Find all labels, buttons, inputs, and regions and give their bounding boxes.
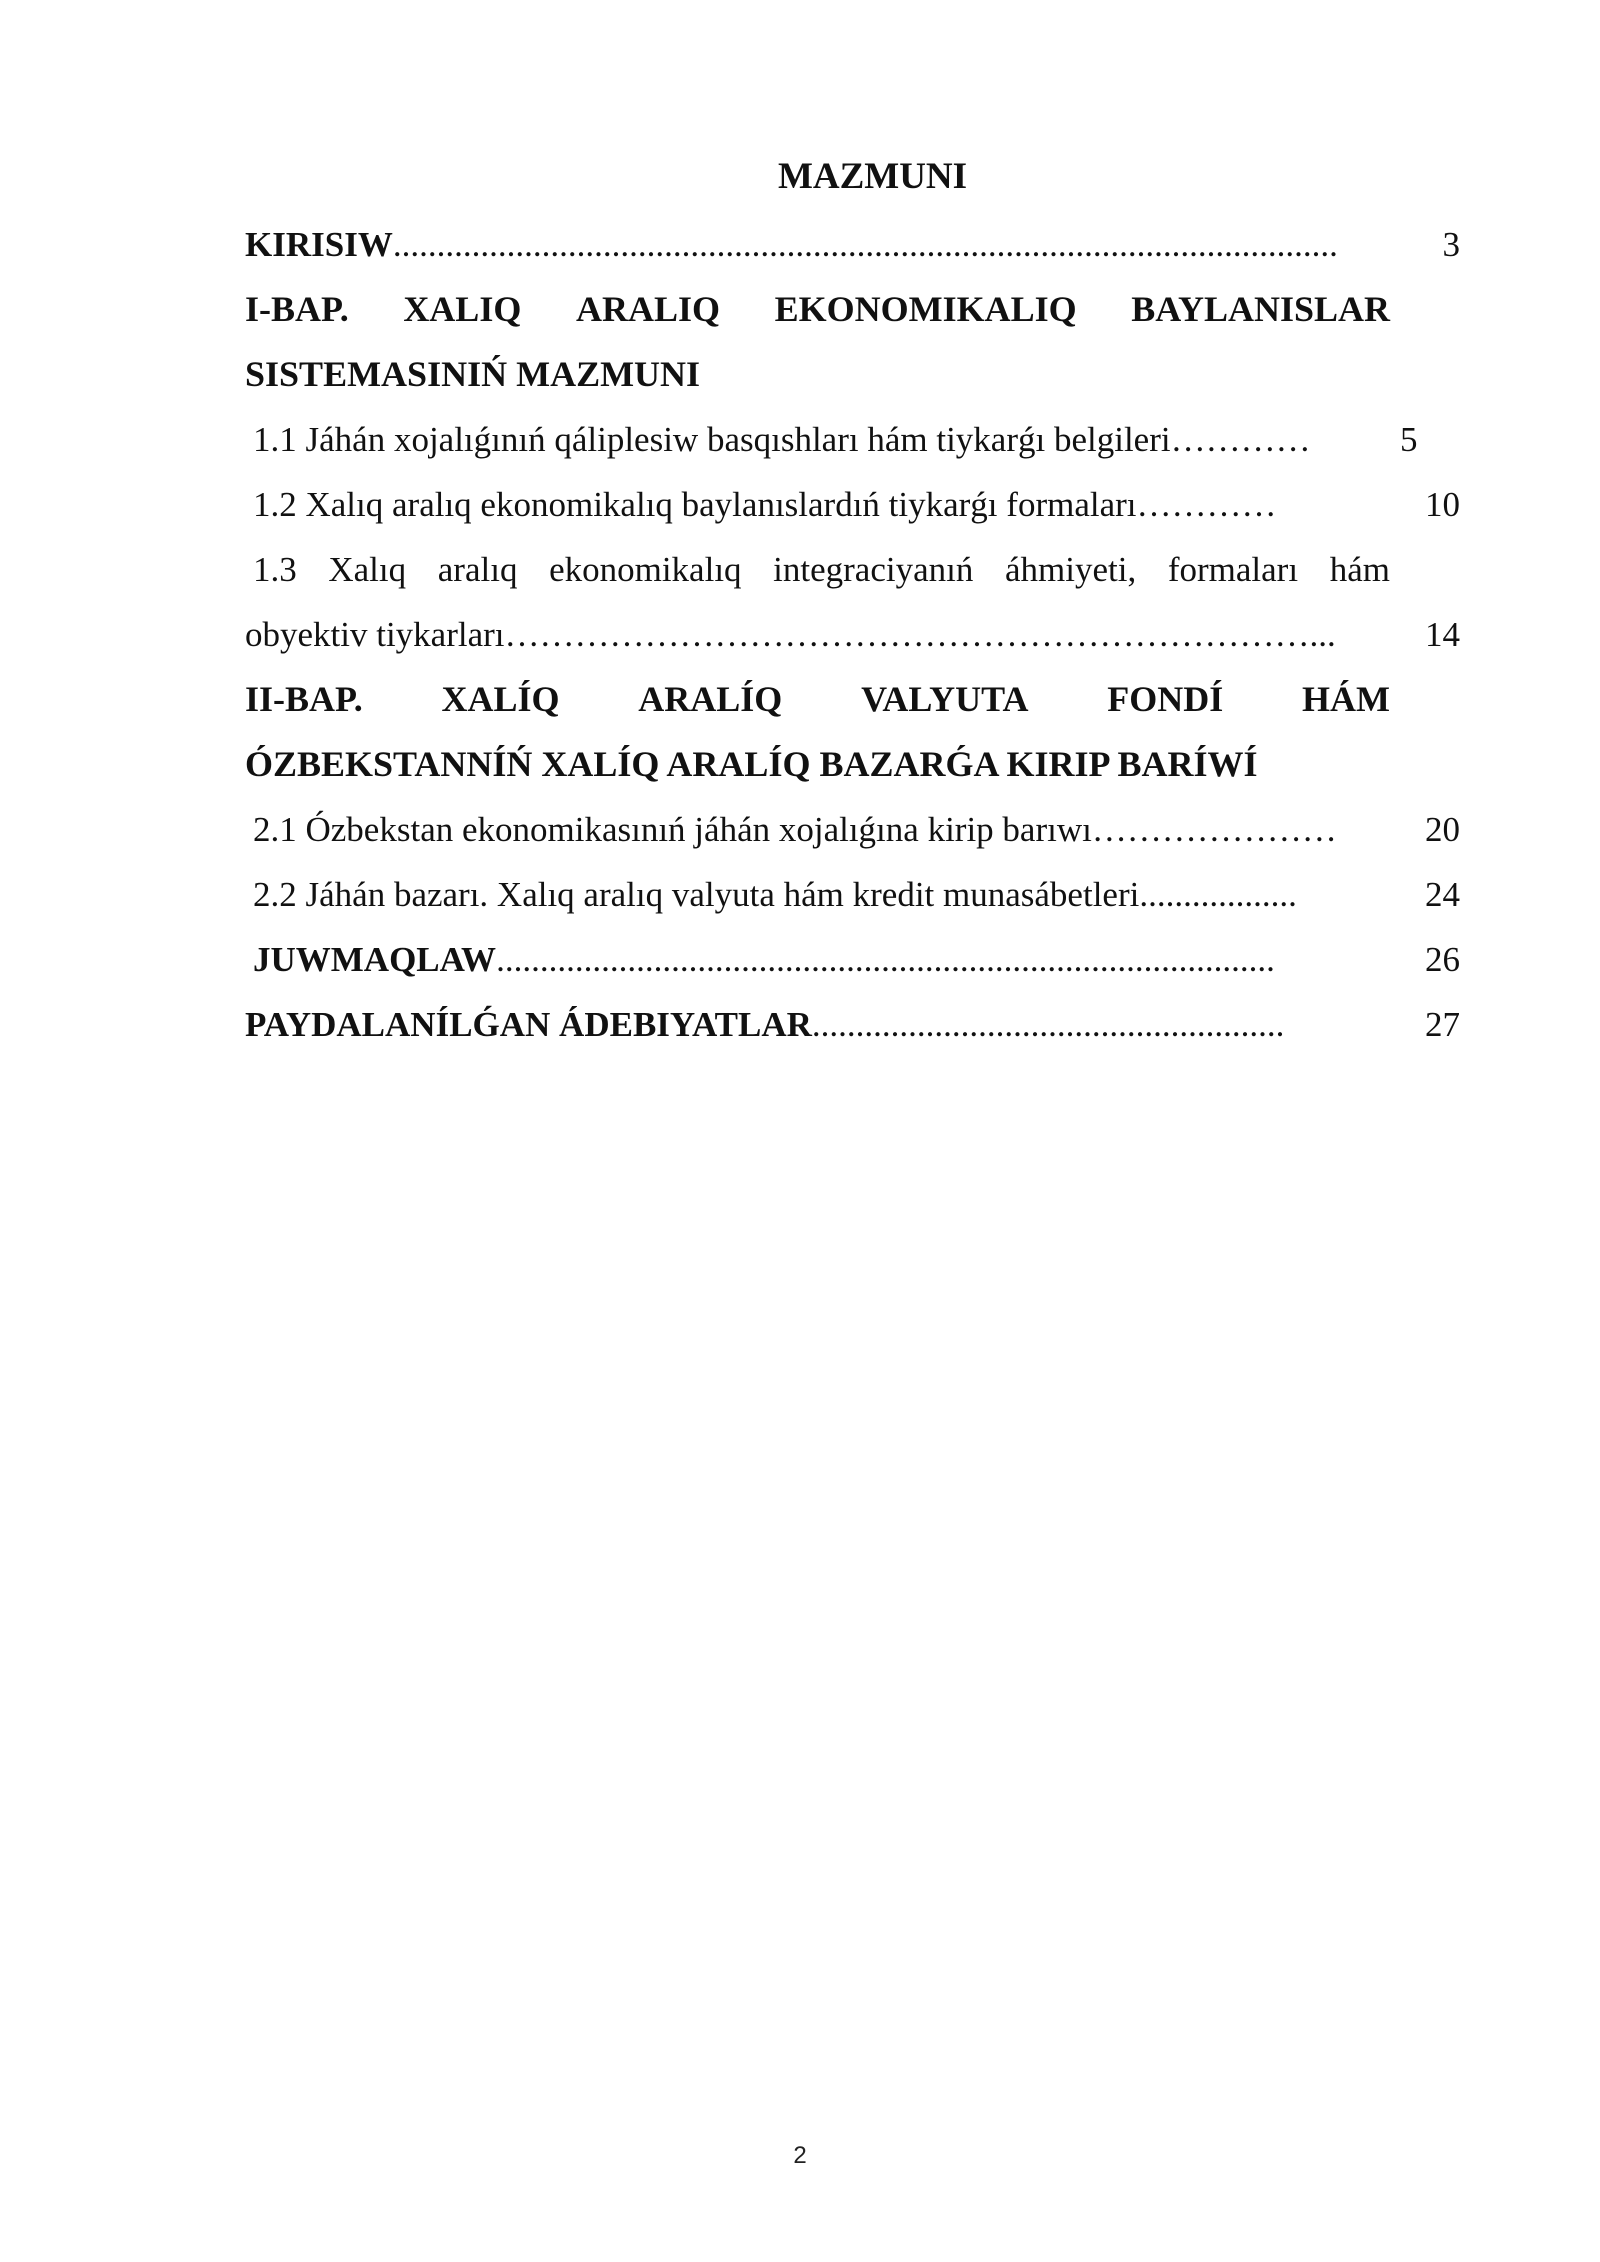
toc-page-number: 14: [1425, 615, 1460, 654]
heading-word: FONDÍ: [1107, 679, 1224, 719]
toc-entry-label: 2.2 Jáhán bazarı. Xalıq aralıq valyuta hám kredit munasábetleri: [253, 875, 1140, 914]
toc-leader-dots: …………………: [1091, 810, 1337, 849]
heading-word: XALIQ: [403, 289, 522, 329]
chapter-heading-line-2: ÓZBEKSTANNÍŃ XALÍQ ARALÍQ BAZARǴA KIRIP BARÍWÍ: [245, 744, 1258, 784]
heading-word: ARALÍQ: [638, 679, 783, 719]
toc-entry-section-2-2[interactable]: [245, 862, 1460, 927]
heading-word: Xalıq: [328, 550, 407, 589]
toc-entry-juwmaqlaw[interactable]: [245, 927, 1460, 992]
toc-entry-section-1-2[interactable]: [245, 472, 1460, 537]
toc-leader-dots: ..................: [1139, 875, 1297, 914]
toc-entry-section-1-1[interactable]: [245, 407, 1460, 472]
toc-entry-label: JUWMAQLAW: [253, 940, 497, 979]
heading-word: BAYLANISLAR: [1131, 289, 1390, 329]
toc-page-number: 3: [1442, 225, 1460, 264]
page-number: 2: [793, 2142, 807, 2169]
toc-entry-label: 2.1 Ózbekstan ekonomikasınıń jáhán xojalıǵına kirip barıwı: [253, 810, 1092, 849]
heading-word: áhmiyeti,: [1005, 550, 1137, 589]
heading-word: hám: [1329, 550, 1390, 589]
toc-entry-label: 1.2 Xalıq aralıq ekonomikalıq baylanıslardıń tiykarǵı formaları: [253, 485, 1137, 524]
toc-page-number: 5: [1400, 420, 1418, 459]
table-of-contents: [245, 150, 1460, 1057]
toc-entry-label: 1.1 Jáhán xojalıǵınıń qáliplesiw basqıshları hám tiykarǵı belgileri: [253, 420, 1171, 459]
toc-page-number: 27: [1425, 1005, 1460, 1044]
toc-entry-label: PAYDALANÍLǴAN ÁDEBIYATLAR: [245, 1005, 812, 1044]
section-heading-line-1: [245, 537, 1390, 602]
toc-leader-dots: …………: [1136, 485, 1277, 524]
chapter-heading-line-1: [245, 667, 1390, 732]
toc-entry-section-2-1[interactable]: [245, 797, 1460, 862]
heading-word: VALYUTA: [861, 679, 1029, 719]
toc-leader-dots: …………: [1170, 420, 1311, 459]
toc-page-number: 20: [1425, 810, 1460, 849]
toc-entry-label: obyektiv tiykarları: [245, 615, 505, 654]
heading-word: 1.3: [253, 550, 297, 589]
toc-leader-dots: ……………………………………………………………...: [504, 615, 1336, 654]
heading-word: HÁM: [1302, 679, 1390, 719]
heading-word: ARALIQ: [575, 289, 720, 329]
toc-entry-section-1-3[interactable]: [245, 537, 1460, 667]
chapter-heading-line-1: [245, 277, 1390, 342]
toc-page-number: 26: [1425, 940, 1460, 979]
heading-word: I-BAP.: [245, 289, 349, 329]
heading-word: EKONOMIKALIQ: [774, 289, 1077, 329]
section-heading-line-2: [245, 602, 1460, 667]
toc-title: MAZMUNI: [777, 156, 968, 197]
toc-page-number: 24: [1425, 875, 1460, 914]
toc-page-number: 10: [1425, 485, 1460, 524]
heading-word: integraciyanıń: [773, 550, 974, 589]
toc-entry-label: KIRISIW: [245, 225, 393, 264]
toc-entry-kirisiw[interactable]: [245, 212, 1460, 277]
toc-leader-dots: ............................................................................................................: [392, 225, 1338, 264]
toc-entry-adebiyatlar[interactable]: [245, 992, 1460, 1057]
heading-word: formaları: [1167, 550, 1299, 589]
heading-word: aralıq: [437, 550, 518, 589]
toc-entry-chapter-1[interactable]: [245, 277, 1460, 407]
heading-word: ekonomikalıq: [549, 550, 742, 589]
toc-leader-dots: .........................................................................................: [496, 940, 1275, 979]
toc-leader-dots: ......................................................: [811, 1005, 1285, 1044]
heading-word: XALÍQ: [441, 679, 560, 719]
chapter-heading-line-2: SISTEMASINIŃ MAZMUNI: [245, 354, 701, 394]
toc-entry-chapter-2[interactable]: [245, 667, 1460, 797]
heading-word: II-BAP.: [245, 679, 363, 719]
